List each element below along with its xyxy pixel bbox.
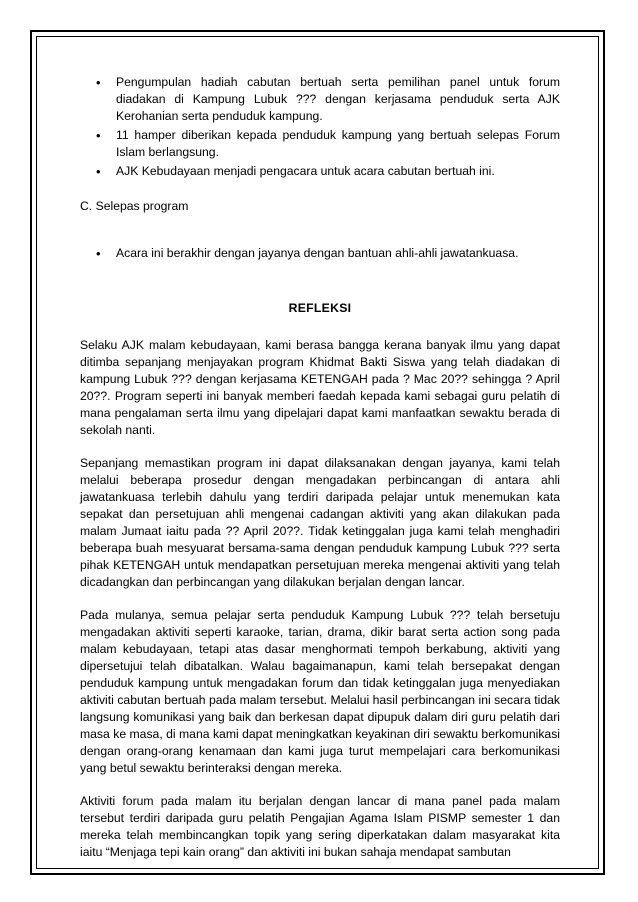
bullet-item: • AJK Kebudayaan menjadi pengacara untuk acara cabutan bertuah ini. (80, 163, 560, 180)
paragraph: Sepanjang memastikan program ini dapat dilaksanakan dengan jayanya, kami telah melalui beberapa prosedur dengan mengadakan perbincangan di antara ahli jawatankuasa terlebih dahulu yang terdiri daripada pelajar untuk menemukan kata sepakat dan persetujuan ahli mengenai cadangan aktiviti yang akan dilakukan pada malam Jumaat iaitu pada ?? April 20??. Tidak ketinggalan juga kami telah menghadiri beberapa buah mesyuarat bersama-sama dengan penduduk kampung Lubuk ??? serta pihak KETENGAH untuk mendapatkan persetujuan mereka mengenai aktiviti yang telah dicadangkan dan perbincangan yang dilakukan berjalan dengan lancar. (80, 456, 560, 589)
bullet-item: • Pengumpulan hadiah cabutan bertuah serta pemilihan panel untuk forum diadakan di Kampung Lubuk ??? dengan kerjasama penduduk serta AJK Kerohanian serta penduduk kampung. (80, 74, 560, 125)
paragraph: Pada mulanya, semua pelajar serta penduduk Kampung Lubuk ??? telah bersetuju mengadakan aktiviti seperti karaoke, tarian, drama, dikir barat serta action song pada malam kebudayaan, tetapi atas dasar menghormati tempoh berkabung, aktiviti yang dipersetujui telah dibatalkan. Walau bagaimanapun, kami telah bersepakat dengan penduduk kampung untuk mengadakan forum dan tidak ketinggalan juga menyediakan aktiviti cabutan bertuah pada malam tersebut. Melalui hasil perbincangan ini secara tidak langsung komunikasi yang baik dan berkesan dapat dipupuk dalam diri guru pelatih dari masa ke masa, di mana kami dapat meningkatkan keyakinan diri sewaktu berkomunikasi dengan orang-orang kenamaan dan kami juga turut mempelajari cara berkomunikasi yang betul sewaktu berinteraksi dengan mereka. (80, 608, 560, 775)
paragraph: Aktiviti forum pada malam itu berjalan dengan lancar di mana panel pada malam tersebut terdiri daripada guru pelatih Pengajian Agama Islam PISMP semester 1 dan mereka telah membincangkan topik yang sering diperkatakan dalam masyarakat kita iaitu “Menjaga tepi kain orang” dan aktiviti ini bukan sahaja mendapat sambutan (80, 794, 560, 859)
section-heading: REFLEKSI (288, 301, 352, 315)
bullet-item: • 11 hamper diberikan kepada penduduk kampung yang bertuah selepas Forum Islam berlangsung. (80, 127, 560, 161)
bullet-list-after-program (80, 245, 560, 262)
document-body (80, 74, 560, 877)
bullet-list-program (80, 74, 560, 180)
paragraph: Selaku AJK malam kebudayaan, kami berasa bangga kerana banyak ilmu yang dapat ditimba sepanjang menjayakan program Khidmat Bakti Siswa yang telah diadakan di kampung Lubuk ??? dengan kerjasama KETENGAH pada ? Mac 20?? sehingga ? April 20??. Program seperti ini banyak memberi faedah kepada kami sebagai guru pelatih di mana pengalaman serta ilmu yang dipelajari dapat kami manfaatkan sewaktu berada di sekolah nanti. (80, 338, 560, 437)
bullet-item: • Acara ini berakhir dengan jayanya dengan bantuan ahli-ahli jawatankuasa. (80, 245, 560, 262)
section-c-label: C. Selepas program (80, 199, 189, 213)
